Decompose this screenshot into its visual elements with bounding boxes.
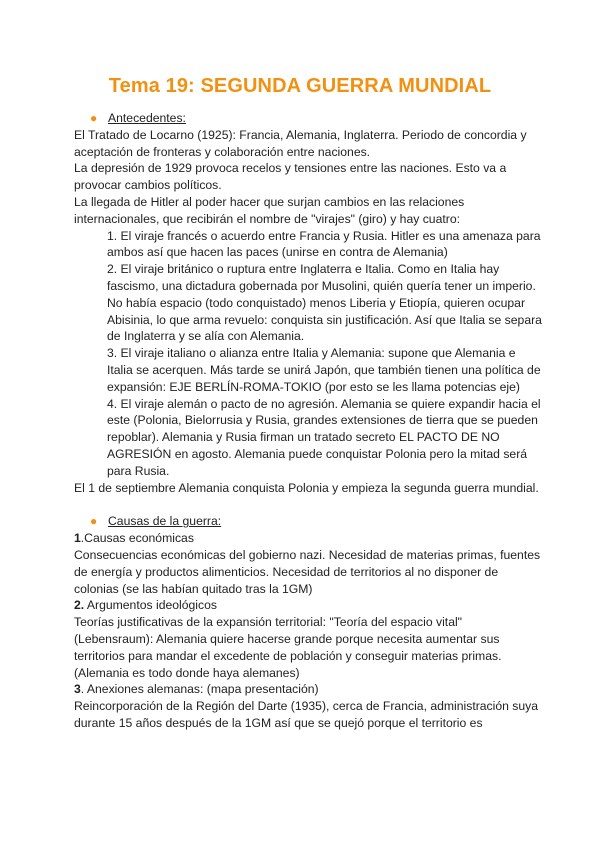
list-item: 2. El viraje británico o ruptura entre Inglaterra e Italia. Como en Italia hay fascismo, una dictadura gobernada por Musolini, quién quería tener un imperio. No había espacio (todo conquistado) menos Liberia y Etiopía, quieren ocupar Abisinia, lo que arma revuelo: conquista sin justificación. Así que Italia se separa de Inglaterra y se alía con Alemania. <box>107 262 542 344</box>
page-title: Tema 19: SEGUNDA GUERRA MUNDIAL <box>108 75 492 97</box>
paragraph: Consecuencias económicas del gobierno nazi. Necesidad de materias primas, fuentes de energía y productos alimenticios. Necesidad de territorios al no disponer de colonias (se las habían quitado tras la 1GM) <box>74 547 541 596</box>
bullet-icon: ● <box>90 514 98 529</box>
document-body <box>74 110 544 732</box>
paragraph: El Tratado de Locarno (1925): Francia, Alemania, Inglaterra. Periodo de concordia y aceptación de fronteras y colaboración entre naciones. <box>74 127 527 159</box>
list-item: 4. El viraje alemán o pacto de no agresión. Alemania se quiere expandir hacia el este (Polonia, Bielorrusia y Rusia, grandes extensiones de tierra que se pueden repoblar). Alemania y Rusia firman un tratado secreto EL PACTO DE NO AGRESIÓN en agosto. Alemania puede conquistar Polonia pero la mitad será para Rusia. <box>107 396 541 478</box>
paragraph: La depresión de 1929 provoca recelos y tensiones entre las naciones. Esto va a provocar cambios políticos. <box>74 161 507 193</box>
bullet-icon: ● <box>90 111 98 125</box>
section-heading-causas: ● Causas de la guerra: <box>90 514 222 529</box>
paragraph: Reincorporación de la Región del Darte (1935), cerca de Francia, administración suya durante 15 años después de la 1GM así que se quejó porque el territorio es <box>74 699 539 730</box>
paragraph: Teorías justificativas de la expansión territorial: "Teoría del espacio vital" (Lebensraum): Alemania quiere hacerse grande porque necesita aumentar sus territorios para mandar el excedente de población y conseguir materias primas. (Alemania es todo donde haya alemanes) <box>74 615 502 680</box>
cause-heading: 3. Anexiones alemanas: (mapa presentación) <box>74 682 319 697</box>
cause-heading: 2. Argumentos ideológicos <box>74 598 217 613</box>
paragraph: El 1 de septiembre Alemania conquista Polonia y empieza la segunda guerra mundial. <box>74 480 539 495</box>
virajes-list <box>74 228 544 480</box>
list-item: 3. El viraje italiano o alianza entre Italia y Alemania: supone que Alemania e Italia se acerquen. Más tarde se unirá Japón, que también tienen una política de expansión: EJE BERLÍN-ROMA-TOKIO (por esto se les llama potencias eje) <box>107 346 541 394</box>
cause-heading: 1.Causas económicas <box>74 531 194 546</box>
section-heading-antecedentes: ● Antecedentes: <box>90 111 186 125</box>
list-item: 1. El viraje francés o acuerdo entre Francia y Rusia. Hitler es una amenaza para ambos así que hacen las paces (unirse en contra de Alemania) <box>107 228 541 260</box>
paragraph: La llegada de Hitler al poder hacer que surjan cambios en las relaciones internacionales, que recibirán el nombre de "virajes" (giro) y hay cuatro: <box>74 194 465 226</box>
